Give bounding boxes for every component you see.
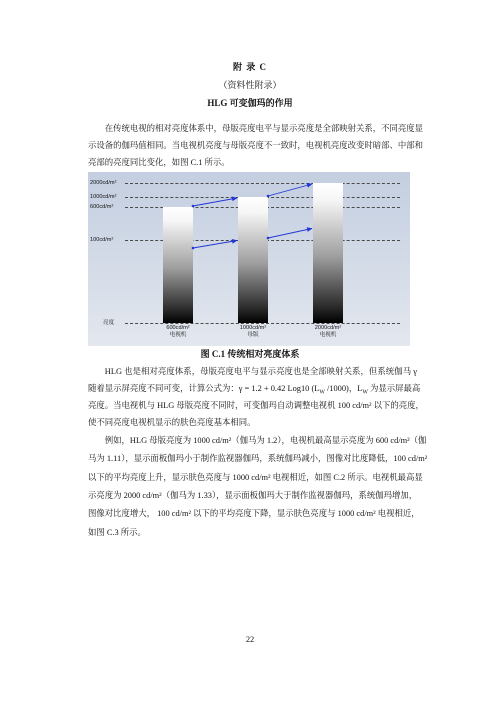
arrow-midtone-1000-to-2000 [268,229,312,239]
paragraph-line: 亮部的亮度同比变化，如图 C.1 所示。 [88,157,230,167]
bar-value: 2000cd/m² [314,325,342,331]
text-segment: 为显示屏最高 [367,383,421,393]
subscript: W [319,389,325,396]
mapping-arrows [88,172,410,346]
page-number: 22 [245,635,255,644]
paragraph-line: 示设备的伽玛值相同。当电视机亮度与母版亮度不一致时，电视机亮度改变时暗部、中部和 [88,140,423,150]
paragraph-line: 如图 C.3 所示。 [88,527,146,537]
paragraph-line: 使不同亮度电视机显示的肤色亮度基本相同。 [88,417,256,427]
paragraph-3 [88,432,428,542]
bar-value: 600cd/m² [166,325,190,331]
arrow-midtone-600-to-1000 [193,241,237,249]
paragraph-line: 在传统电视的相对亮度体系中，母版亮度电平与显示亮度是全部映射关系，不同亮度显 [104,123,424,133]
paragraph-line: 马为 1.11），显示面板伽玛小于制作监视器伽玛，系统伽玛减小，图像对比度降低，100 cd/m² [88,454,428,464]
bar-name: 母版 [247,332,259,338]
arrow-highlight-600-to-1000 [193,198,237,206]
level-label-100: 100cd/m² [90,236,114,243]
level-label-2000: 2000cd/m² [90,179,117,186]
text-segment: 随着显示屏亮度不同可变，计算公式为：γ = 1.2 + 0.42 Log10 (L [88,383,320,393]
appendix-title: 附 录 C [233,62,267,72]
figure-c1-luminance-diagram [88,172,410,346]
level-label-600: 600cd/m² [90,203,114,210]
subscript: W [362,389,368,396]
luminance-axis-label: 亮度 [103,319,115,326]
appendix-type: （资料性附录） [218,80,282,90]
figure-caption: 图 C.1 传统相对亮度体系 [200,349,300,359]
paragraph-line: 示亮度为 2000 cd/m²（伽马为 1.33），显示面板伽玛大于制作监视器伽玛，系统伽玛增加， [88,490,418,500]
bar-name: 电视机 [169,332,187,338]
paragraph-2 [88,363,424,431]
bar-value: 1000cd/m² [239,325,267,331]
arrow-highlight-1000-to-2000 [268,184,312,196]
bar-name: 电视机 [319,332,337,338]
paragraph-line: 图像对比度增大， 100 cd/m² 以下的平均亮度下降，显示肤色亮度与 1000 cd/m² 电视相近， [88,509,420,519]
section-title: HLG 可变伽玛的作用 [207,98,293,108]
paragraph-line [88,380,421,397]
level-label-1000: 1000cd/m² [90,193,117,200]
paragraph-line: 亮度。当电视机与 HLG 母版亮度不同时，可变伽玛自动调整电视机 100 cd/m² 以下的亮度， [88,400,424,410]
paragraph-line: 例如，HLG 母版亮度为 1000 cd/m²（伽马为 1.2），电视机最高显示亮度为 600 cd/m²（伽 [104,435,427,445]
paragraph-line: 以下的平均亮度上升，显示肤色亮度与 1000 cd/m² 电视相近，如图 C.2 所示。电视机最高显 [88,472,423,482]
paragraph-line: HLG 也是相对亮度体系，母版亮度电平与显示亮度也是全部映射关系，但系统伽马 γ [104,366,417,376]
paragraph-1 [88,120,424,171]
text-segment: /1000)，L [324,383,363,393]
